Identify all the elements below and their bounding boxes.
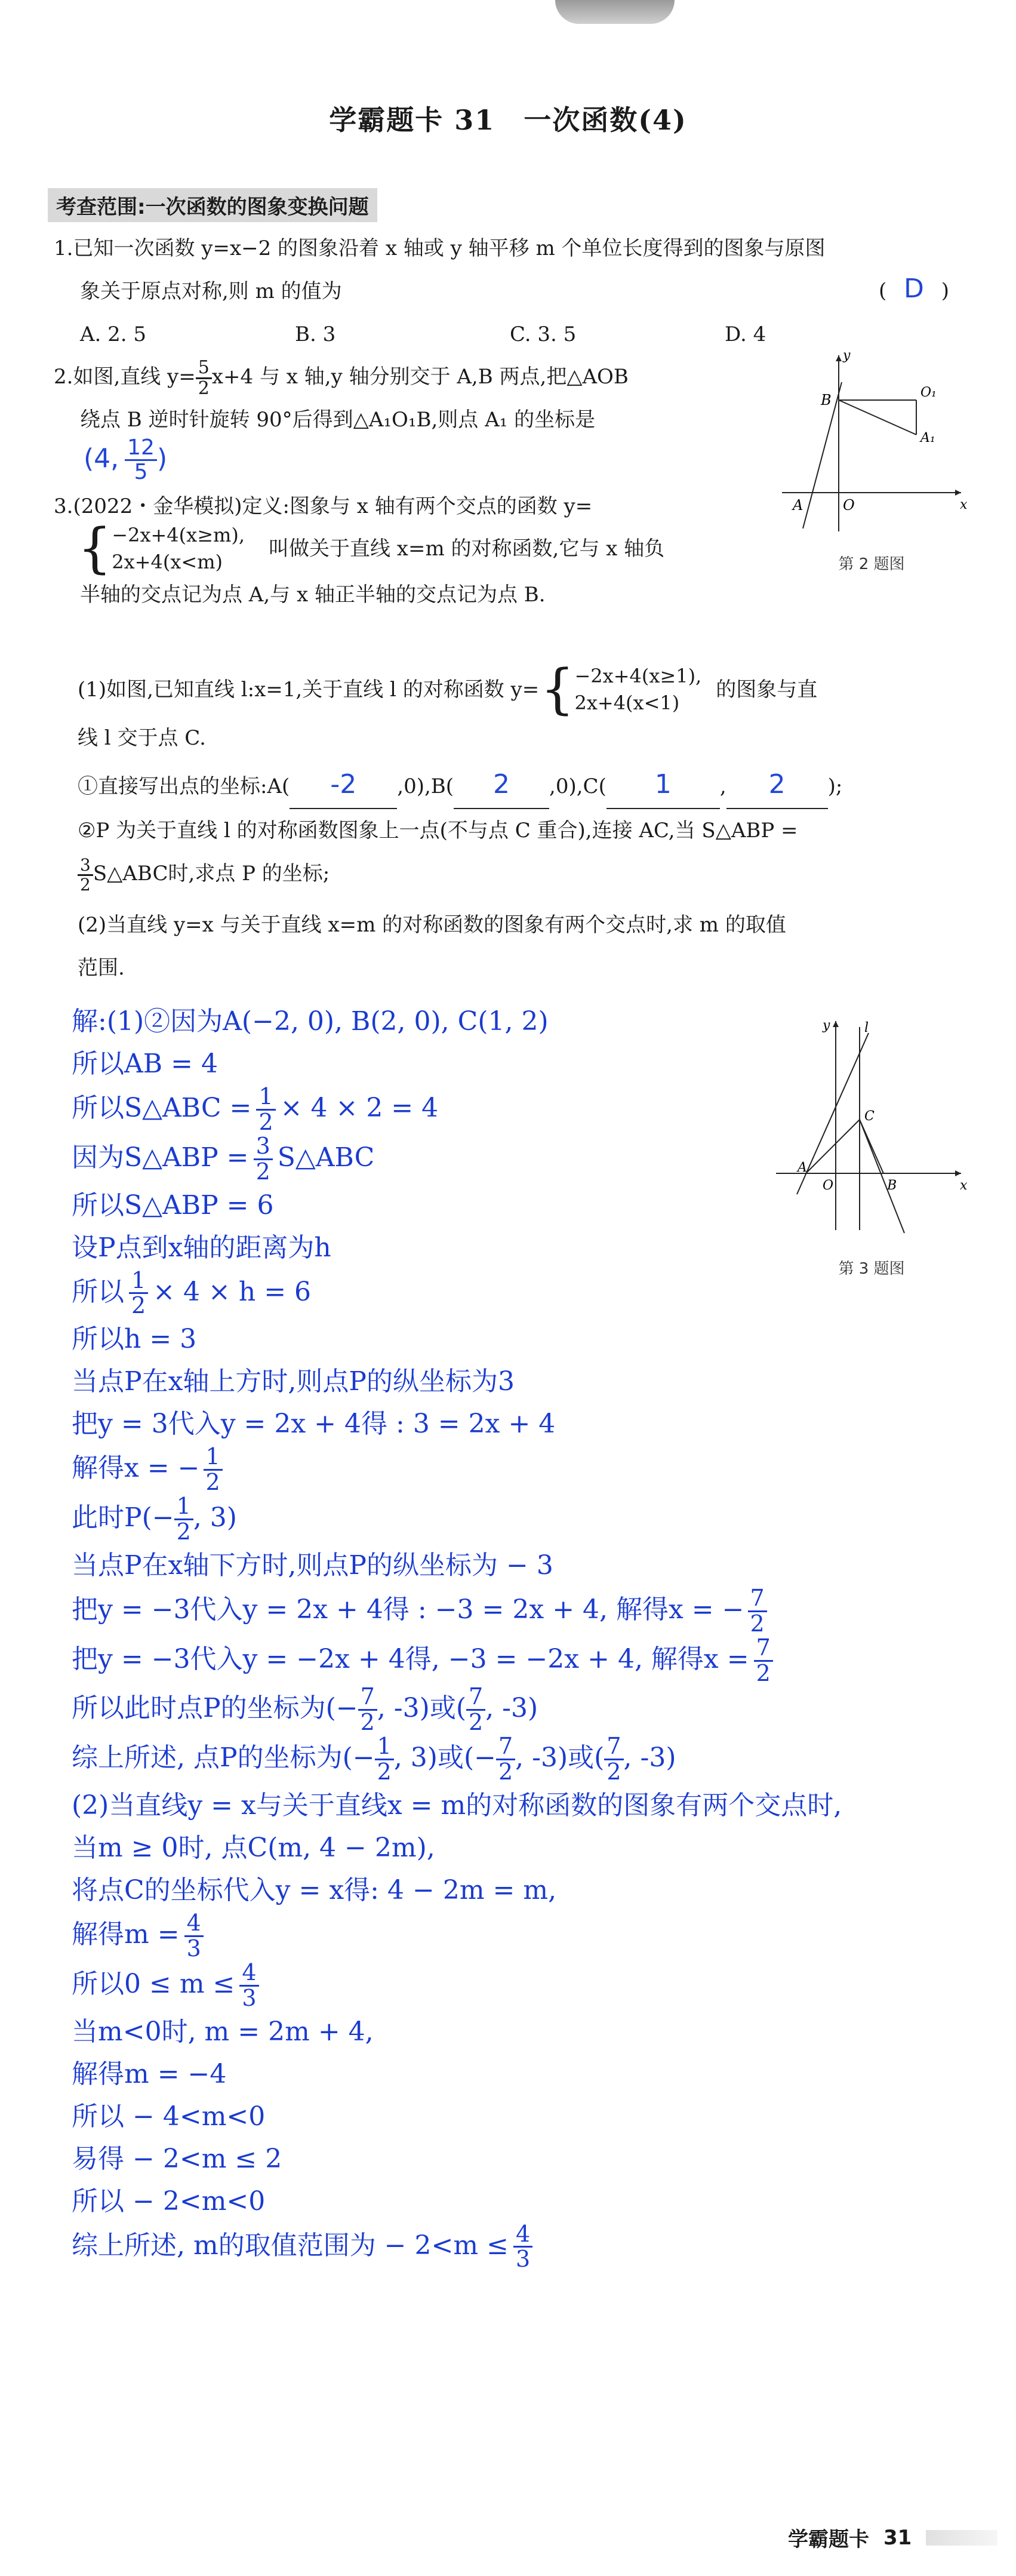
sol-line-22: 所以0 ≤ m ≤ $\frac{4}{3}$	[72, 1961, 848, 2011]
fig2-label-y: y	[843, 348, 851, 363]
sol-line-10: 把y = 3代入y = 2x + 4得 : 3 = 2x + 4	[72, 1409, 556, 1440]
q3-line1: 3.(2022・金华模拟)定义:图象与 x 轴有两个交点的函数 y=	[54, 494, 593, 518]
fig3-segment-cb	[860, 1120, 883, 1173]
section-label: 考查范围:一次函数的图象变换问题	[48, 188, 377, 222]
q1-option-d: D. 4	[725, 322, 766, 346]
figure-2-diagram	[770, 346, 973, 537]
sol-line-7: 所以 $\frac{1}{2}$ × 4 × h = 6	[72, 1267, 312, 1319]
sol-line-15: 把y = −3代入y = −2x + 4得, −3 = −2x + 4, 解得x = $\frac{7}{2}$	[72, 1636, 848, 1686]
sol-line-5: 所以S△ABP = 6	[72, 1189, 274, 1221]
q3-p2-line2: 范围.	[78, 956, 125, 980]
sol-line-19: 当m ≥ 0时, 点C(m, 4 − 2m),	[72, 1833, 435, 1864]
sol-line-9: 当点P在x轴上方时,则点P的纵坐标为3	[72, 1366, 515, 1397]
sol-line-23: 当m<0时, m = 2m + 4,	[72, 2016, 374, 2047]
fig2-label-x: x	[960, 497, 968, 512]
question-3	[54, 485, 758, 616]
q2-line2: 绕点 B 逆时针旋转 90°后得到△A₁O₁B,则点 A₁ 的坐标是	[80, 408, 596, 432]
q3-p1-q2-line1: ②P 为关于直线 l 的对称函数图象上一点(不与点 C 重合),连接 AC,当 S△ABP =	[78, 819, 798, 843]
sol-line-21: 解得m = $\frac{4}{3}$	[72, 1911, 848, 1961]
fig2-y-arrow	[836, 355, 842, 361]
fig2-label-a: A	[793, 497, 803, 514]
sol-line-26: 易得 − 2<m ≤ 2	[72, 2143, 282, 2174]
page-top-decoration	[555, 0, 675, 24]
fig3-x-arrow	[955, 1170, 961, 1176]
q3-p1-line1: (1)如图,已知直线 l:x=1,关于直线 l 的对称函数 y= { −2x+4(x≥1), 2x+4(x<1) 的图象与直	[78, 658, 818, 721]
solution-block	[72, 1000, 848, 2271]
sol-line-4: 因为S△ABP = $\frac{3}{2}$ S△ABC	[72, 1132, 375, 1185]
q3-piecewise: −2x+4(x≥m), 2x+4(x<m)	[112, 524, 245, 573]
q3-p1-q1: ①直接写出点的坐标:A( -2 ,0),B( 2 ,0),C( 1 , 2 );	[78, 763, 985, 809]
sol-line-16: 所以此时点P的坐标为(− $\frac{7}{2}$ , -3)或( $\frac{7}{2}$ , -3)	[72, 1683, 538, 1736]
question-1	[54, 227, 973, 356]
q3-p2-line1: (2)当直线 y=x 与关于直线 x=m 的对称函数的图象有两个交点时,求 m 的取值	[78, 913, 786, 937]
q3-p1-q2-line2: $\frac{3}{2}$ S△ABC时,求点 P 的坐标;	[78, 852, 985, 895]
sol-line-27: 所以 − 2<m<0	[72, 2185, 266, 2217]
fig2-label-o1: O₁	[920, 385, 937, 400]
q1-option-c: C. 3. 5	[510, 322, 577, 346]
fig2-x-arrow	[955, 490, 961, 496]
q1-answer-box: ( D )	[878, 273, 949, 304]
figure-3-caption: 第 3 题图	[838, 1260, 905, 1278]
fig3-label-o: O	[823, 1178, 834, 1193]
sol-line-17: 综上所述, 点P的坐标为(− $\frac{1}{2}$ , 3)或(− $\frac{7}{2}$ , -3)或( $\frac{7}{2}$ , -3)	[72, 1733, 676, 1785]
q3-line3: 半轴的交点记为点 A,与 x 轴正半轴的交点记为点 B.	[80, 583, 546, 607]
sol-line-28: 综上所述, m的取值范围为 − 2<m ≤ $\frac{4}{3}$	[72, 2223, 848, 2272]
footer-label: 学霸题卡	[788, 2528, 869, 2552]
page-title: 学霸题卡 31 一次函数(4)	[329, 104, 687, 136]
q2-answer: (4, $\frac{12}{5}$ )	[84, 435, 168, 484]
q1-option-a: A. 2. 5	[80, 322, 147, 346]
page-number: 31	[883, 2525, 912, 2550]
sol-line-20: 将点C的坐标代入y = x得: 4 − 2m = m,	[72, 1875, 557, 1906]
q1-line1: 1.已知一次函数 y=x−2 的图象沿着 x 轴或 y 轴平移 m 个单位长度得到的图象与原图	[54, 236, 826, 260]
sol-line-13: 当点P在x轴下方时,则点P的纵坐标为 − 3	[72, 1550, 553, 1581]
figure-2-caption: 第 2 题图	[838, 555, 905, 573]
sol-line-18: (2)当直线y = x与关于直线x = m的对称函数的图象有两个交点时,	[72, 1790, 842, 1821]
q1-option-b: B. 3	[295, 322, 336, 346]
q3-piecewise-row: { −2x+4(x≥m), 2x+4(x<m) 叫做关于直线 x=m 的对称函数,它与 x 轴负	[78, 517, 665, 580]
blank-c2: 2	[726, 763, 828, 809]
fig3-label-x: x	[960, 1178, 968, 1193]
q3-p1-line2: 线 l 交于点 C.	[78, 726, 206, 750]
blank-c1: 1	[606, 763, 720, 809]
q1-answer: D	[904, 273, 924, 304]
q3-line2-tail: 叫做关于直线 x=m 的对称函数,它与 x 轴负	[269, 537, 665, 561]
fig2-label-a1: A₁	[920, 431, 935, 445]
sol-line-11: 解得x = − $\frac{1}{2}$	[72, 1445, 848, 1495]
fig2-label-o: O	[843, 497, 855, 514]
figure-2	[770, 346, 973, 585]
fig2-segment-ba1	[839, 400, 916, 435]
q2-slope-fraction: $\frac{5}{2}$	[196, 358, 212, 398]
page-footer	[788, 2523, 997, 2552]
sol-line-14: 把y = −3代入y = 2x + 4得 : −3 = 2x + 4, 解得x = − $\frac{7}{2}$	[72, 1587, 848, 1636]
sol-line-24: 解得m = −4	[72, 2058, 227, 2089]
blank-a: -2	[290, 763, 397, 809]
sol-line-8: 所以h = 3	[72, 1324, 197, 1355]
fig3-label-l: l	[864, 1020, 869, 1035]
sol-line-25: 所以 − 4<m<0	[72, 2101, 266, 2132]
q1-line2: 象关于原点对称,则 m 的值为	[80, 279, 342, 303]
q1-line2-row	[54, 270, 973, 313]
q2-line1: 2.如图,直线 y= $\frac{5}{2}$ x+4 与 x 轴,y 轴分别交于 A,B 两点,把△AOB	[54, 357, 629, 399]
fig3-label-c: C	[864, 1109, 875, 1124]
sol-line-1: 解:(1)②因为A(−2, 0), B(2, 0), C(1, 2)	[72, 1006, 549, 1037]
fig3-label-b: B	[887, 1178, 897, 1193]
fig2-label-b: B	[821, 392, 832, 408]
sol-line-12: 此时P(− $\frac{1}{2}$ , 3)	[72, 1493, 237, 1545]
question-3-part-1	[78, 658, 985, 989]
footer-decoration	[926, 2530, 997, 2546]
fig3-line-right-branch	[860, 1120, 904, 1233]
question-2	[54, 355, 758, 484]
blank-b: 2	[454, 763, 549, 809]
sol-line-2: 所以AB = 4	[72, 1049, 218, 1079]
sol-line-6: 设P点到x轴的距离为h	[72, 1232, 331, 1263]
fig3-label-a: A	[798, 1160, 807, 1175]
sol-line-3: 所以S△ABC = $\frac{1}{2}$ × 4 × 2 = 4	[72, 1083, 439, 1135]
fig3-label-y: y	[823, 1018, 830, 1033]
